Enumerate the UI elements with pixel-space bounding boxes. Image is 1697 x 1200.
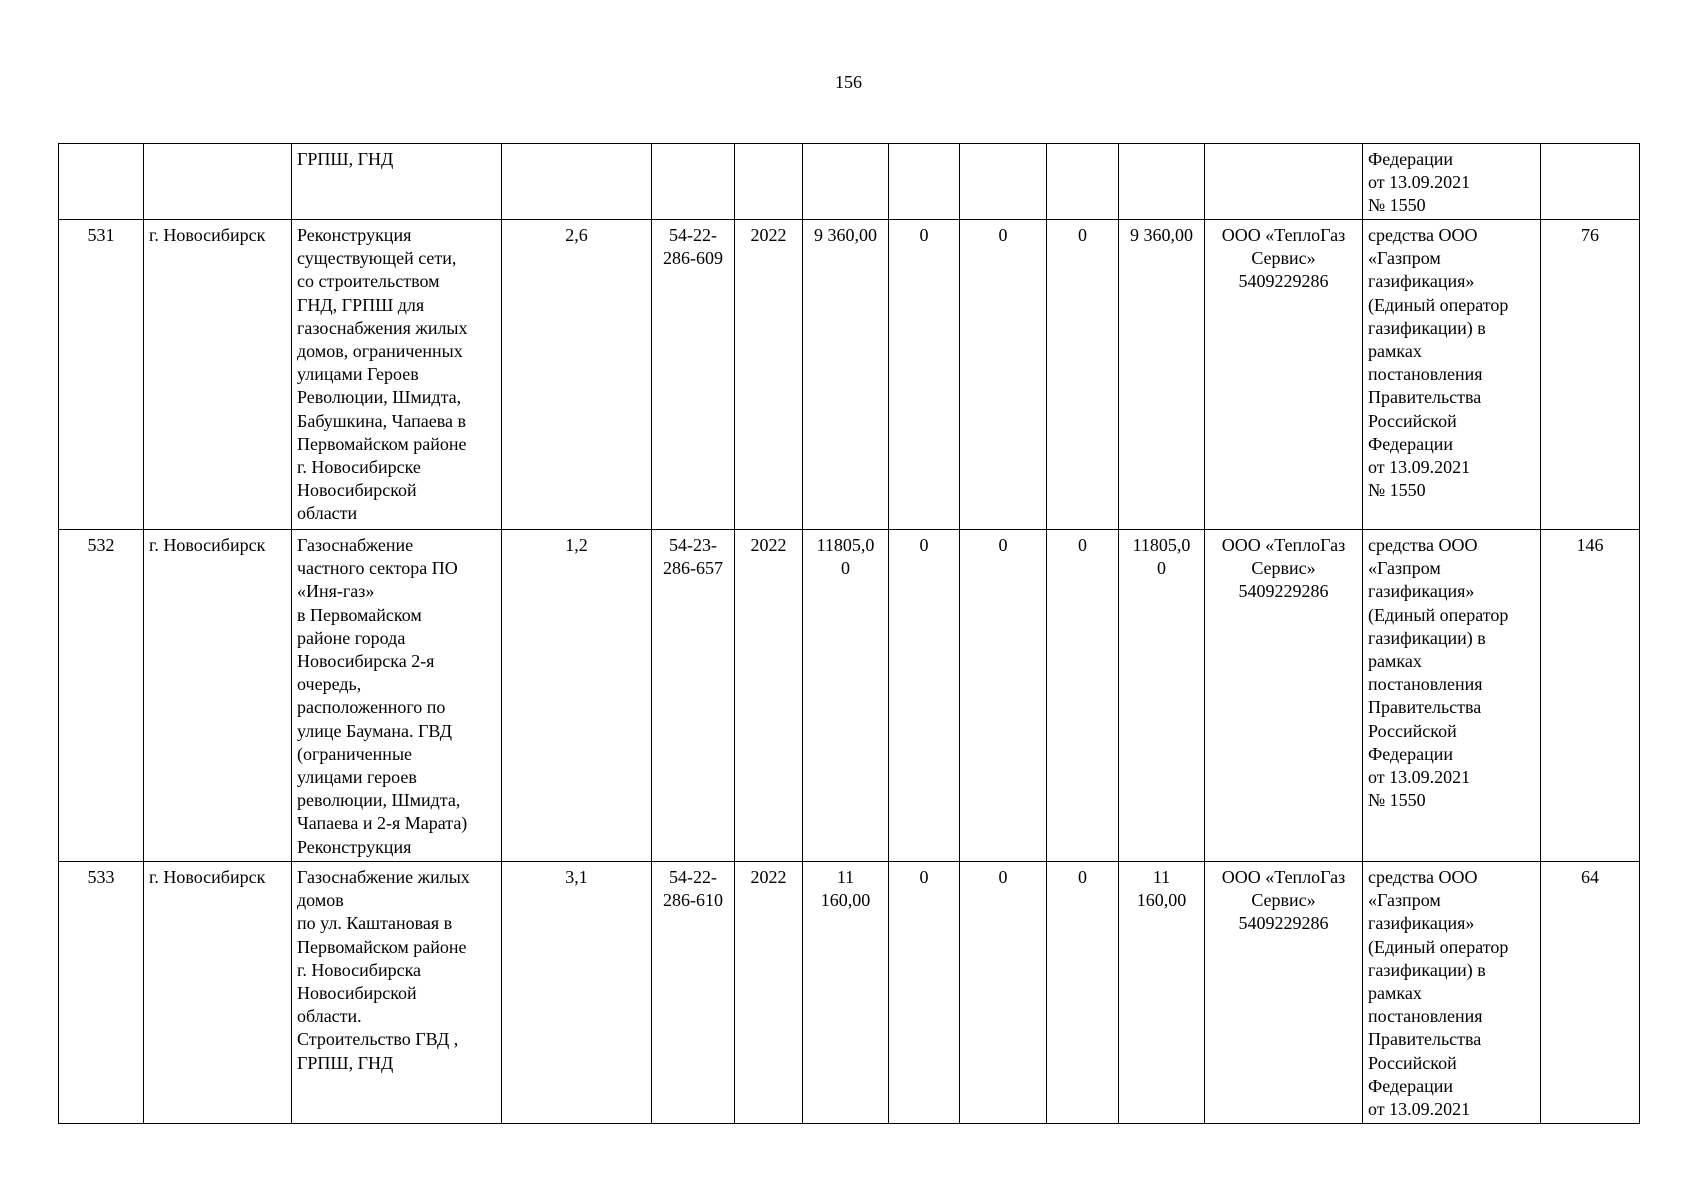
city — [144, 144, 292, 220]
contractor: ООО «ТеплоГаз Сервис» 5409229286 — [1205, 862, 1363, 1124]
row-number — [59, 144, 144, 220]
funding-source: средства ООО «Газпром газификация» (Единый оператор газификации) в рамках постановления Правительства Российской Федерации от 13.09.2021 — [1363, 862, 1541, 1124]
year: 2022 — [735, 220, 803, 530]
projects-table — [58, 143, 1640, 1124]
row-number: 532 — [59, 530, 144, 862]
regional-budget — [960, 144, 1047, 220]
total-cost: 9 360,00 — [803, 220, 889, 530]
object-description: Газоснабжение жилых домов по ул. Каштановая в Первомайском районе г. Новосибирска Новосибирской области. Строительство ГВД , ГРПШ, ГНД — [292, 862, 502, 1124]
registration-number: 54-22- 286-610 — [652, 862, 735, 1124]
contractor: ООО «ТеплоГаз Сервис» 5409229286 — [1205, 220, 1363, 530]
row-number: 531 — [59, 220, 144, 530]
local-budget — [1047, 144, 1119, 220]
registration-number: 54-23- 286-657 — [652, 530, 735, 862]
registration-number: 54-22- 286-609 — [652, 220, 735, 530]
federal-budget: 0 — [889, 862, 960, 1124]
length: 2,6 — [502, 220, 652, 530]
other-sources: 11 160,00 — [1119, 862, 1205, 1124]
year: 2022 — [735, 862, 803, 1124]
length — [502, 144, 652, 220]
year: 2022 — [735, 530, 803, 862]
table-row — [59, 220, 1640, 530]
local-budget: 0 — [1047, 862, 1119, 1124]
table-row — [59, 862, 1640, 1124]
other-sources — [1119, 144, 1205, 220]
contractor — [1205, 144, 1363, 220]
city: г. Новосибирск — [144, 862, 292, 1124]
table-row — [59, 144, 1640, 220]
federal-budget — [889, 144, 960, 220]
registration-number — [652, 144, 735, 220]
object-description: Реконструкция существующей сети, со строительством ГНД, ГРПШ для газоснабжения жилых домов, ограниченных улицами Героев Революции, Шмидта, Бабушкина, Чапаева в Первомайском районе г. Новосибирске Новосибирской области — [292, 220, 502, 530]
other-sources: 11805,0 0 — [1119, 530, 1205, 862]
households-count — [1541, 144, 1640, 220]
federal-budget: 0 — [889, 530, 960, 862]
local-budget: 0 — [1047, 220, 1119, 530]
total-cost — [803, 144, 889, 220]
households-count: 76 — [1541, 220, 1640, 530]
table-row — [59, 530, 1640, 862]
year — [735, 144, 803, 220]
object-description: ГРПШ, ГНД — [292, 144, 502, 220]
contractor: ООО «ТеплоГаз Сервис» 5409229286 — [1205, 530, 1363, 862]
other-sources: 9 360,00 — [1119, 220, 1205, 530]
regional-budget: 0 — [960, 530, 1047, 862]
page-number: 156 — [835, 72, 862, 92]
length: 1,2 — [502, 530, 652, 862]
regional-budget: 0 — [960, 220, 1047, 530]
households-count: 64 — [1541, 862, 1640, 1124]
city: г. Новосибирск — [144, 530, 292, 862]
federal-budget: 0 — [889, 220, 960, 530]
object-description: Газоснабжение частного сектора ПО «Иня-газ» в Первомайском районе города Новосибирска 2-я очередь, расположенного по улице Баумана. ГВД (ограниченные улицами героев революции, Шмидта, Чапаева и 2-я Марата) Реконструкция — [292, 530, 502, 862]
city: г. Новосибирск — [144, 220, 292, 530]
total-cost: 11805,0 0 — [803, 530, 889, 862]
funding-source: средства ООО «Газпром газификация» (Единый оператор газификации) в рамках постановления Правительства Российской Федерации от 13.09.2021 № 1550 — [1363, 530, 1541, 862]
households-count: 146 — [1541, 530, 1640, 862]
regional-budget: 0 — [960, 862, 1047, 1124]
funding-source: средства ООО «Газпром газификация» (Единый оператор газификации) в рамках постановления Правительства Российской Федерации от 13.09.2021 № 1550 — [1363, 220, 1541, 530]
local-budget: 0 — [1047, 530, 1119, 862]
funding-source: Федерации от 13.09.2021 № 1550 — [1363, 144, 1541, 220]
total-cost: 11 160,00 — [803, 862, 889, 1124]
row-number: 533 — [59, 862, 144, 1124]
length: 3,1 — [502, 862, 652, 1124]
